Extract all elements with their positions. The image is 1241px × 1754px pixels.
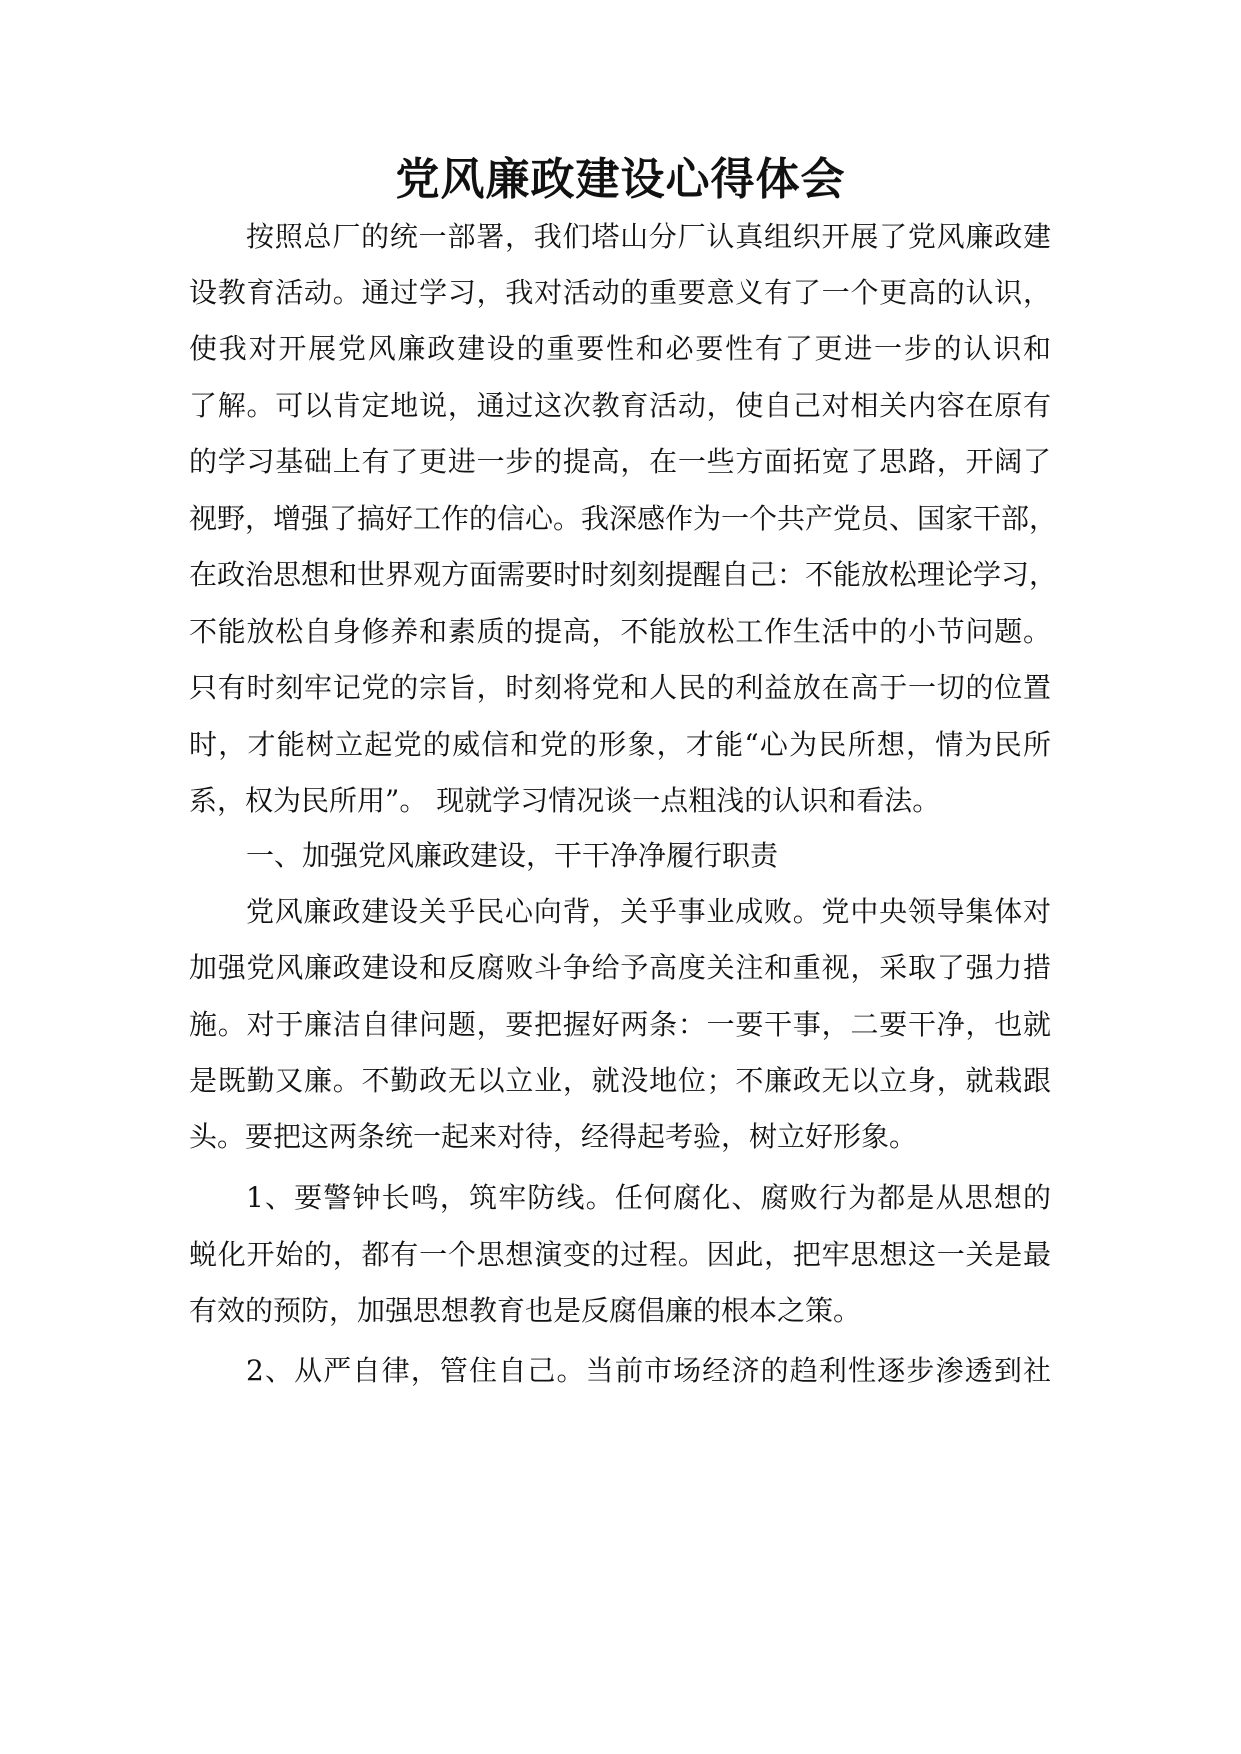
text-line: 在政治思想和世界观方面需要时时刻刻提醒自己：不能放松理论学习， — [189, 558, 1058, 591]
text-line: 系，权为民所用”。 现就学习情况谈一点粗浅的认识和看法。 — [189, 784, 941, 817]
text-line: 施。对于廉洁自律问题，要把握好两条：一要干事，二要干净，也就 — [189, 1008, 1051, 1041]
text-line: 蜕化开始的，都有一个思想演变的过程。因此，把牢思想这一关是最 — [189, 1238, 1051, 1271]
text-line: 设教育活动。通过学习，我对活动的重要意义有了一个更高的认识， — [189, 276, 1051, 309]
text-line: 时，才能树立起党的威信和党的形象，才能“心为民所想，情为民所 — [189, 728, 1051, 761]
text-line: 视野，增强了搞好工作的信心。我深感作为一个共产党员、国家干部， — [189, 502, 1058, 535]
section-heading: 一、加强党风廉政建设，干干净净履行职责 — [246, 839, 779, 872]
text-line: 2、从严自律，管住自己。当前市场经济的趋利性逐步渗透到社 — [246, 1354, 1051, 1387]
text-line: 的学习基础上有了更进一步的提高，在一些方面拓宽了思路，开阔了 — [189, 445, 1051, 478]
text-line: 使我对开展党风廉政建设的重要性和必要性有了更进一步的认识和 — [189, 332, 1051, 365]
text-line: 是既勤又廉。不勤政无以立业，就没地位；不廉政无以立身，就栽跟 — [189, 1064, 1051, 1097]
text-line: 按照总厂的统一部署，我们塔山分厂认真组织开展了党风廉政建 — [246, 220, 1051, 253]
text-line: 有效的预防，加强思想教育也是反腐倡廉的根本之策。 — [189, 1294, 862, 1327]
document-title: 党风廉政建设心得体会 — [395, 154, 846, 205]
text-line: 了解。可以肯定地说，通过这次教育活动，使自己对相关内容在原有 — [189, 389, 1051, 422]
text-line: 党风廉政建设关乎民心向背，关乎事业成败。党中央领导集体对 — [246, 895, 1051, 928]
text-line: 不能放松自身修养和素质的提高，不能放松工作生活中的小节问题。 — [189, 615, 1051, 648]
text-line: 只有时刻牢记党的宗旨，时刻将党和人民的利益放在高于一切的位置 — [189, 671, 1051, 704]
text-line: 头。要把这两条统一起来对待，经得起考验，树立好形象。 — [189, 1120, 918, 1153]
text-line: 1、要警钟长鸣，筑牢防线。任何腐化、腐败行为都是从思想的 — [246, 1181, 1051, 1214]
text-line: 加强党风廉政建设和反腐败斗争给予高度关注和重视，采取了强力措 — [189, 951, 1051, 984]
